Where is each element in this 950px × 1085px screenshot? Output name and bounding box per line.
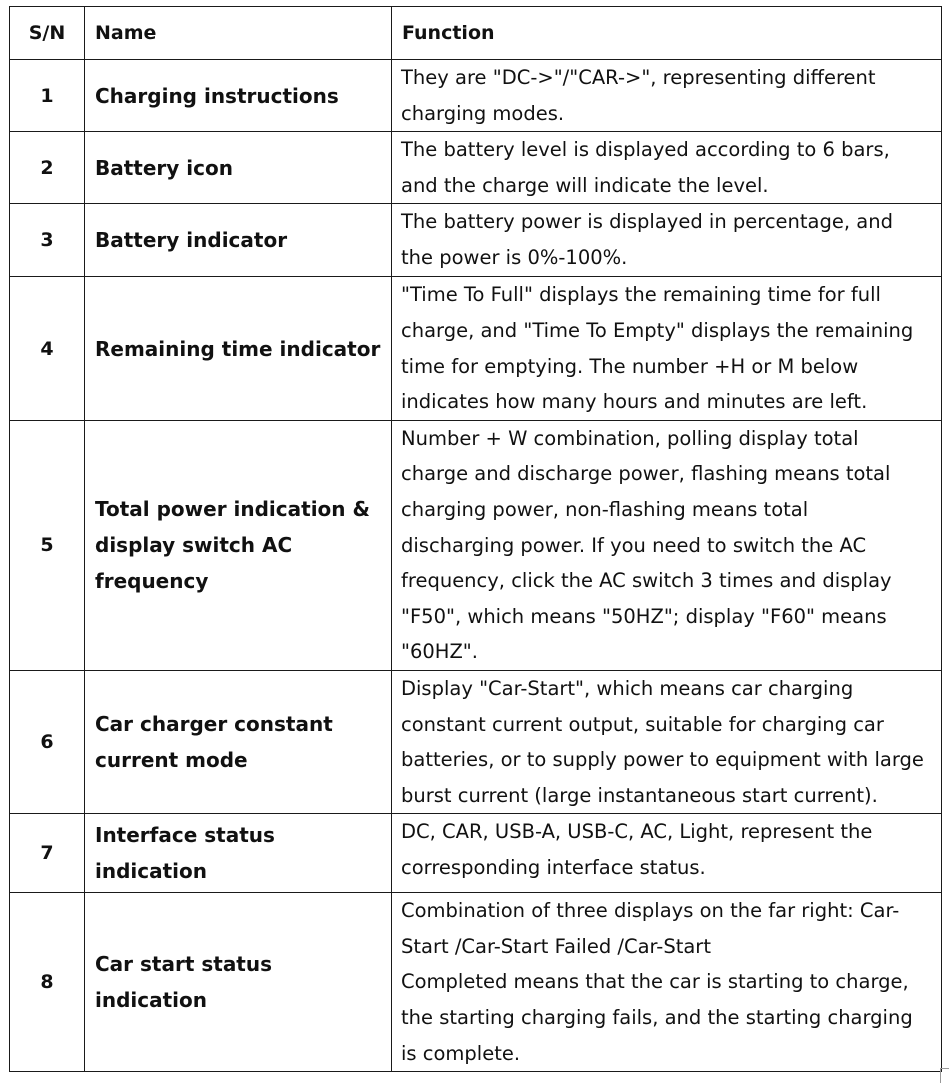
row-function: They are "DC->"/"CAR->", representing different charging modes. [392, 60, 942, 132]
row-sn: 8 [10, 893, 85, 1072]
row-sn: 7 [10, 814, 85, 893]
row-sn: 2 [10, 132, 85, 204]
table-row [10, 670, 942, 813]
column-header-function: Function [392, 7, 942, 60]
row-function: Combination of three displays on the far right: Car- Start /Car-Start Failed /Car-Start Completed means that the car is starting to charge, the starting charging fails, and the starting charging is complete. [392, 893, 942, 1072]
row-sn: 5 [10, 420, 85, 670]
row-function: The battery power is displayed in percentage, and the power is 0%-100%. [392, 204, 942, 277]
column-header-name: Name [85, 7, 392, 60]
row-function: DC, CAR, USB-A, USB-C, AC, Light, represent the corresponding interface status. [392, 814, 942, 893]
table-row [10, 893, 942, 1072]
row-name: Total power indication & display switch AC frequency [85, 420, 392, 670]
column-header-sn: S/N [10, 7, 85, 60]
row-function: Display "Car-Start", which means car charging constant current output, suitable for charging car batteries, or to supply power to equipment with large burst current (large instantaneous start current). [392, 670, 942, 813]
row-name: Battery indicator [85, 204, 392, 277]
page-corner-mark [940, 1068, 949, 1083]
table-row [10, 132, 942, 204]
function-table [9, 6, 942, 1072]
row-sn: 3 [10, 204, 85, 277]
row-name: Charging instructions [85, 60, 392, 132]
row-name: Interface status indication [85, 814, 392, 893]
row-function: "Time To Full" displays the remaining time for full charge, and "Time To Empty" displays the remaining time for emptying. The number +H or M below indicates how many hours and minutes are left. [392, 277, 942, 420]
row-sn: 1 [10, 60, 85, 132]
row-function: Number + W combination, polling display total charge and discharge power, flashing means total charging power, non-flashing means total discharging power. If you need to switch the AC frequency, click the AC switch 3 times and display "F50", which means "50HZ"; display "F60" means "60HZ". [392, 420, 942, 670]
row-name: Car charger constant current mode [85, 670, 392, 813]
table-row [10, 60, 942, 132]
row-function: The battery level is displayed according to 6 bars, and the charge will indicate the level. [392, 132, 942, 204]
table-row [10, 420, 942, 670]
table-row [10, 204, 942, 277]
table-row [10, 277, 942, 420]
row-sn: 6 [10, 670, 85, 813]
row-name: Car start status indication [85, 893, 392, 1072]
table-header-row [10, 7, 942, 60]
function-table-container [9, 6, 942, 1072]
row-name: Remaining time indicator [85, 277, 392, 420]
row-name: Battery icon [85, 132, 392, 204]
table-row [10, 814, 942, 893]
row-sn: 4 [10, 277, 85, 420]
